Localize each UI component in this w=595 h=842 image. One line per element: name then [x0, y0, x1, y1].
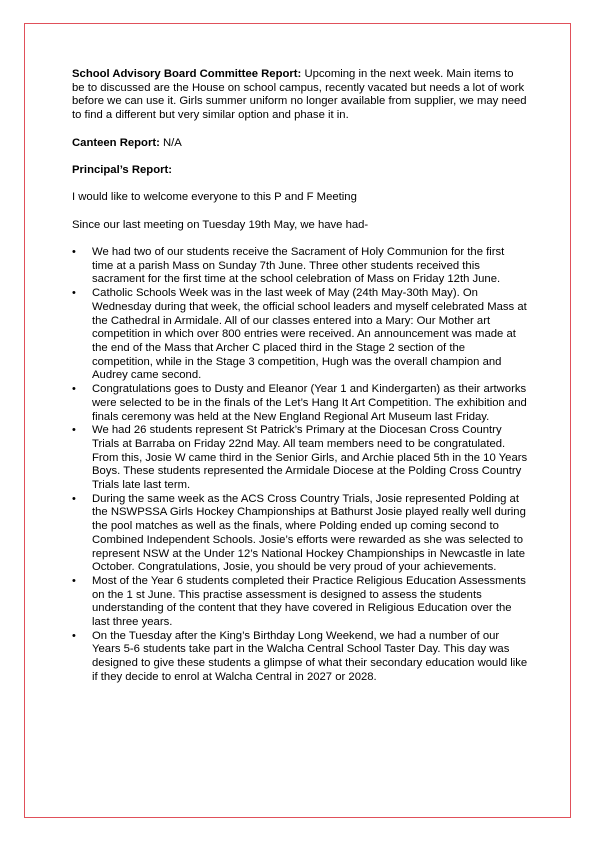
list-item-text: Most of the Year 6 students completed their Practice Religious Education Assessments on the 1 st June. This practise assessment is designed to assess the students understanding of the content that they have covered in Religious Education over the last three years.	[92, 574, 526, 629]
bullet-icon: •	[72, 492, 76, 505]
bullet-icon: •	[72, 424, 76, 437]
list-item	[72, 383, 528, 424]
list-item-text: On the Tuesday after the King’s Birthday Long Weekend, we had a number of our Years 5-6 students take part in the Walcha Central School Taster Day. This day was designed to give these students a glimpse of what their secondary education would like if they decide to enrol at Walcha Central in 2027 or 2028.	[92, 629, 528, 683]
canteen-report-heading: Canteen Report:	[72, 136, 160, 149]
intro-paragraph: Since our last meeting on Tuesday 19th May, we have had-	[72, 218, 369, 231]
principal-report-heading-paragraph	[72, 164, 528, 178]
bullet-icon: •	[72, 287, 76, 300]
canteen-report-text: N/A	[159, 136, 182, 149]
list-item	[72, 575, 528, 630]
canteen-report-paragraph	[72, 137, 528, 151]
list-item-text: We had two of our students receive the Sacrament of Holy Communion for the first time at a parish Mass on Sunday 7th June. Three other students received this sacrament for the first time at the school celebration of Mass on Friday 12th June.	[92, 246, 505, 286]
list-item	[72, 424, 528, 493]
board-report-text: Upcoming in the next week. Main items to be to discussed are the House on school campus, recently vacated but needs a lot of work before we can use it. Girls summer uniform no longer available from supplier, we may need to find a different but very similar option and phase it in.	[72, 68, 527, 122]
bullet-icon: •	[72, 629, 76, 642]
list-item-text: During the same week as the ACS Cross Country Trials, Josie represented Polding at the NSWPSSA Girls Hockey Championships at Bathurst Josie played really well during the pool matches as well as the finals, where Polding ended up coming second to Combined Independent Schools. Josie’s efforts were rewarded as she was selected to represent NSW at the Under 12’s National Hockey Championships in Newcastle in late October. Congratulations, Josie, you should be very proud of your achievements.	[92, 492, 526, 574]
list-item-text: Congratulations goes to Dusty and Eleanor (Year 1 and Kindergarten) as their artworks were selected to be in the finals of the Let’s Hang It Art Competition. The exhibition and finals ceremony was held at the New England Regional Art Museum last Friday.	[92, 383, 527, 423]
board-report-paragraph	[72, 68, 528, 123]
board-report-heading: School Advisory Board Committee Report:	[72, 68, 302, 80]
list-item-text: Catholic Schools Week was in the last week of May (24th May-30th May). On Wednesday during that week, the official school leaders and myself celebrated Mass at the Cathedral in Armidale. All of our classes entered into a Mary: Our Mother art competition in which over 800 entries were received. An announcement was made at the end of the Mass that Archer C placed third in the Stage 2 section of the competition, while in the Stage 3 competition, Hugh was the overall champion and Audrey came second.	[92, 287, 527, 382]
list-item	[72, 246, 528, 287]
list-item	[72, 493, 528, 575]
principal-report-heading: Principal’s Report:	[72, 163, 173, 176]
document-body	[72, 68, 528, 685]
list-item-text: We had 26 students represent St Patrick’s Primary at the Diocesan Cross Country Trials at Barraba on Friday 22nd May. All team members need to be congratulated. From this, Josie W came third in the Senior Girls, and Archie placed 5th in the 10 Years Boys. These students represented the Armidale Diocese at the Polding Cross Country Trials late last term.	[92, 424, 528, 492]
list-item	[72, 630, 528, 685]
bullet-icon: •	[72, 383, 76, 396]
list-item	[72, 287, 528, 383]
welcome-paragraph: I would like to welcome everyone to this P and F Meeting	[72, 191, 357, 204]
achievements-list	[72, 246, 528, 685]
bullet-icon: •	[72, 246, 76, 259]
bullet-icon: •	[72, 574, 76, 587]
